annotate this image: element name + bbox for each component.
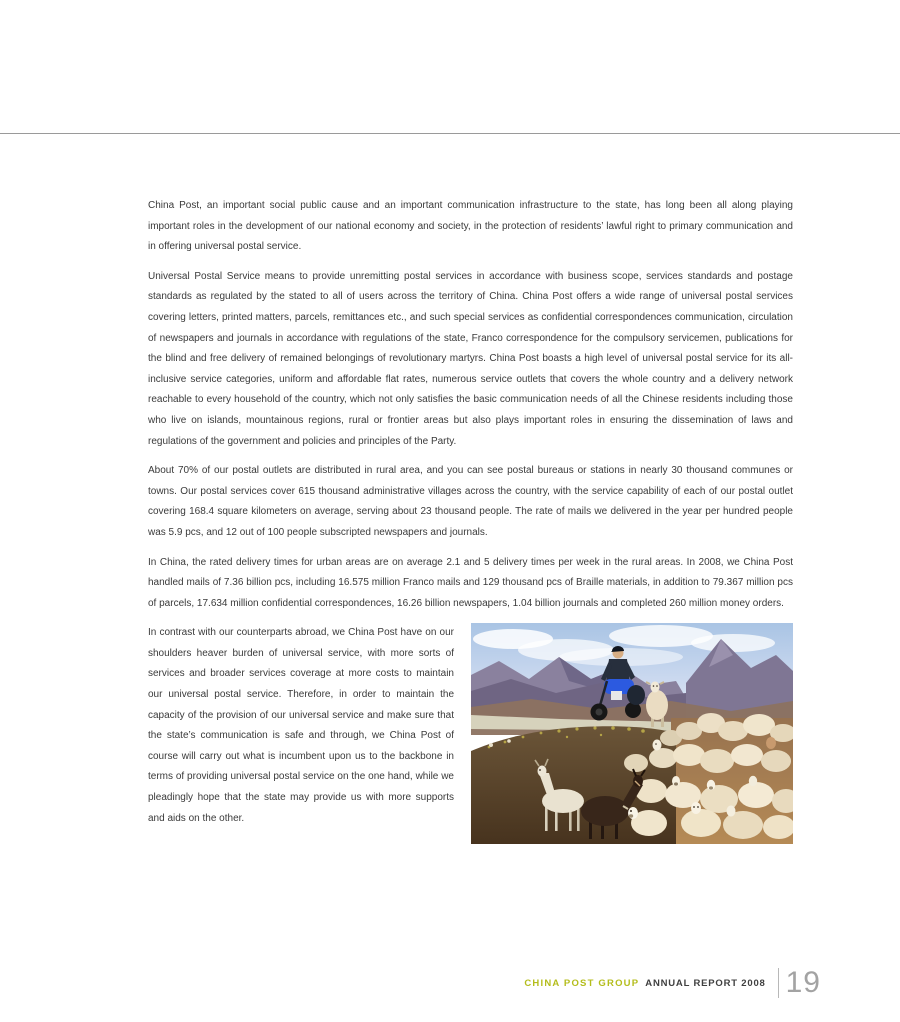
- paragraph-3: About 70% of our postal outlets are distributed in rural area, and you can see postal bureaus or stations in nearly 30 thousand communes or towns. Our postal services cover 615 thousand administrative villages across the country, with the service capability of each of our postal outlet covering 168.4 square kilometers on average, serving about 23 thousand people. The rate of mails we delivered in the year per hundred people was 5.9 pcs, and 12 out of 100 people subscripted newspapers and journals.: [148, 465, 793, 538]
- header-rule: [0, 133, 900, 134]
- paragraph-2: Universal Postal Service means to provide unremitting postal services in accordance with business scope, services standards and postage standards as regulated by the stated to all of users across the territory of China. China Post offers a wide range of universal postal services covering letters, printed matters, parcels, remittances etc., and such special services as confidential correspondences communication, circulation of newspapers and journals in accordance with regulations of the state, Franco correspondence for the compulsory servicemen, publications for the blind and free delivery of remained belongings of revolutionary martyrs. China Post boasts a high level of universal postal service for its all-inclusive service categories, uniform and affordable flat rates, numerous service outlets that covers the whole country and a delivery network reachable to every household of the country, which not only satisfies the basic communication needs of all the Chinese residents including those who live on islands, mountainous regions, rural or frontier areas but also plays important roles in ensuring the dissemination of laws and regulations of the government and policies and principles of the Party.: [148, 270, 793, 447]
- footer-report-title: ANNUAL REPORT 2008: [645, 977, 766, 989]
- text-and-photo-row: [148, 623, 793, 844]
- page-number: 19: [785, 966, 821, 999]
- footer-brand: CHINA POST GROUP: [524, 977, 640, 989]
- paragraph-1: China Post, an important social public cause and an important communication infrastructure to the state, has long been all along playing important roles in the development of our national economy and society, in the protection of residents’ lawful right to primary communication and in offering universal postal service.: [148, 200, 793, 253]
- paragraph-4: In China, the rated delivery times for urban areas are on average 2.1 and 5 delivery times per week in the rural areas. In 2008, we China Post handled mails of 7.36 billion pcs, including 16.575 million Franco mails and 129 thousand pcs of Braille materials, in addition to 79.367 million pcs of parcels, 17.634 million confidential correspondences, 16.26 billion newspapers, 1.04 billion journals and completed 260 million money orders.: [148, 556, 793, 609]
- photo-sheep-flock: [471, 623, 793, 844]
- paragraph-5: In contrast with our counterparts abroad, we China Post have on our shoulders heaver burden of universal service, with more sorts of services and broader services coverage at more costs to maintain our universal postal service. Therefore, in order to maintain the capacity of the provision of our universal service and make sure that the state’s communication is safe and through, we China Post of course will carry out what is incumbent upon us to the backbone in terms of providing universal postal service on the one hand, while we pleadingly hope that the state may provide us with more supports and aids on the other.: [148, 627, 454, 824]
- distant-sheep-dot: [507, 739, 511, 743]
- footer-separator: [778, 968, 779, 998]
- page-footer: [524, 968, 821, 998]
- distant-sheep-dot: [489, 743, 493, 747]
- body-text: [148, 196, 793, 844]
- photo-illustration: [471, 623, 793, 844]
